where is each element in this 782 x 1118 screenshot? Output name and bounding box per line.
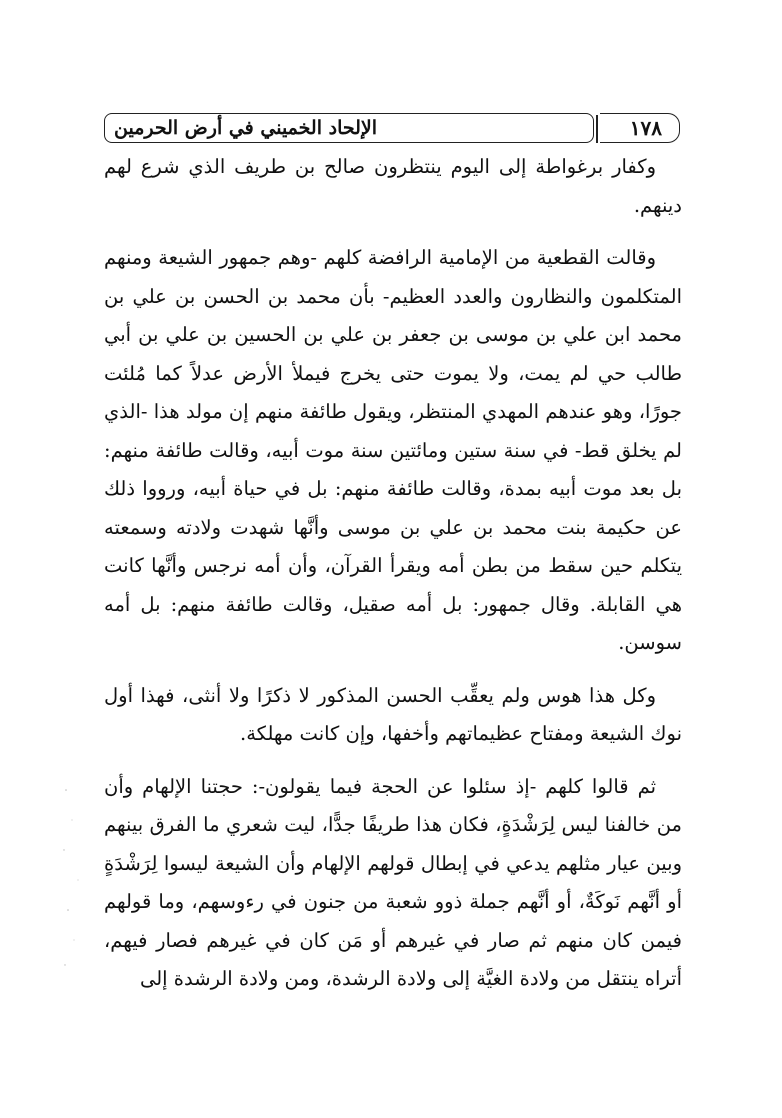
running-header (104, 113, 680, 145)
body-text (104, 148, 682, 999)
paragraph-2: وقالت القطعية من الإمامية الرافضة كلهم -وهم جمهور الشيعة ومنهم المتكلمون والنظارون والعدد العظيم- بأن محمد بن الحسن بن علي بن محمد ابن علي بن موسى بن جعفر بن علي بن الحسين بن علي بن أبي طالب حي لم يمت، ولا يموت حتى يخرج فيملأ الأرض عدلاً كما مُلئت جورًا، وهو عندهم المهدي المنتظر، ويقول طائفة منهم إن مولد هذا -الذي لم يخلق قط- في سنة ستين ومائتين سنة موت أبيه، وقالت طائفة منهم: بل بعد موت أبيه بمدة، وقالت طائفة منهم: بل في حياة أبيه، ورووا ذلك عن حكيمة بنت محمد بن علي بن موسى وأنَّها شهدت ولادته وسمعته يتكلم حين سقط من بطن أمه ويقرأ القرآن، وأن أمه نرجس وأنَّها كانت هي القابلة. وقال جمهور: بل أمه صقيل، وقالت طائفة منهم: بل أمه سوسن. (104, 246, 682, 654)
page-number: ١٧٨ (629, 116, 662, 140)
header-title: الإلحاد الخميني في أرض الحرمين (114, 117, 378, 139)
scan-specks (60, 780, 90, 980)
header-divider (596, 115, 598, 143)
paragraph-4: ثم قالوا كلهم -إذ سئلوا عن الحجة فيما يقولون-: حجتنا الإلهام وأن من خالفنا ليس لِرَشْدَةٍ، فكان هذا طريفًا جدًّا، ليت شعري ما الفرق بينهم وبين عيار مثلهم يدعي في إبطال قولهم الإلهام وأن الشيعة ليسوا لِرَشْدَةٍ أو أنَّهم نَوكَةٌ، أو أنَّهم جملة ذوو شعبة من جنون في رءوسهم، وما قولهم فيمن كان منهم ثم صار في غيرهم أو مَن كان في غيرهم فصار فيهم، أتراه ينتقل من ولادة الغيَّة إلى ولادة الرشدة، ومن ولادة الرشدة إلى (104, 774, 682, 990)
paragraph-1: وكفار برغواطة إلى اليوم ينتظرون صالح بن طريف الذي شرع لهم دينهم. (104, 155, 682, 217)
paragraph-3: وكل هذا هوس ولم يعقِّب الحسن المذكور لا ذكرًا ولا أنثى، فهذا أول نوك الشيعة ومفتاح عظيماتهم وأخفها، وإن كانت مهلكة. (104, 683, 682, 745)
